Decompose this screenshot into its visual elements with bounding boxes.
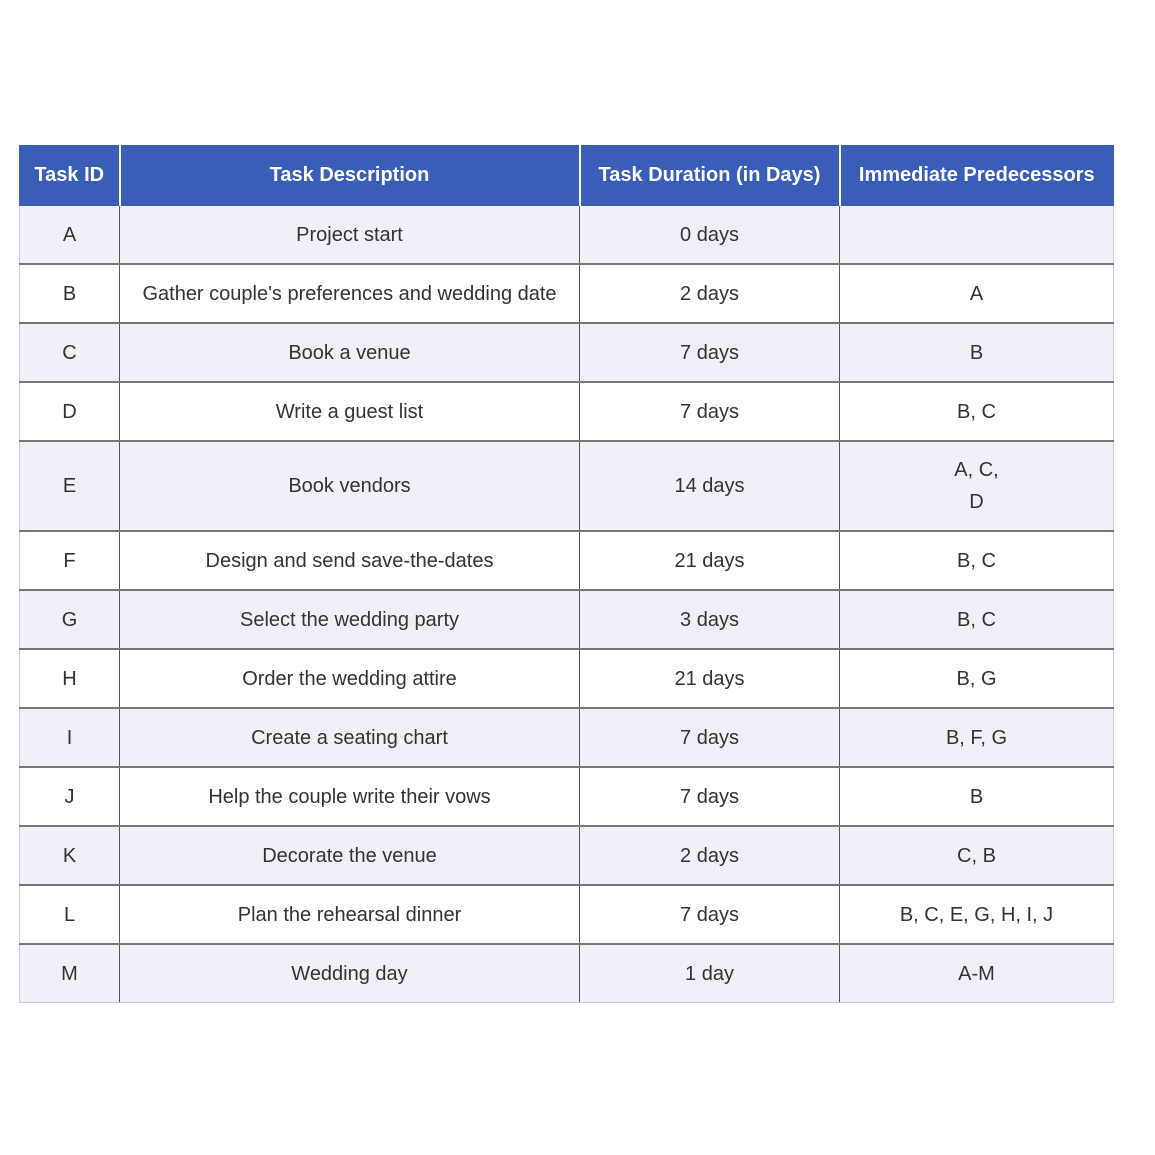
task-description-cell: Gather couple's preferences and wedding date: [120, 264, 580, 323]
task-id-cell: K: [20, 826, 120, 885]
table-header: [20, 146, 1114, 206]
task-duration-cell: 21 days: [580, 649, 840, 708]
task-duration-cell: 2 days: [580, 826, 840, 885]
table-row: [20, 649, 1114, 708]
task-description-cell: Wedding day: [120, 944, 580, 1003]
task-duration-cell: 3 days: [580, 590, 840, 649]
task-id-cell: F: [20, 531, 120, 590]
task-description-cell: Decorate the venue: [120, 826, 580, 885]
task-description-cell: Plan the rehearsal dinner: [120, 885, 580, 944]
task-description-cell: Create a seating chart: [120, 708, 580, 767]
task-id-cell: I: [20, 708, 120, 767]
task-predecessors-cell: B, G: [840, 649, 1114, 708]
header-task-duration: Task Duration (in Days): [580, 146, 840, 206]
task-duration-cell: 7 days: [580, 885, 840, 944]
task-duration-cell: 1 day: [580, 944, 840, 1003]
task-description-cell: Write a guest list: [120, 382, 580, 441]
task-predecessors-cell: B, C: [840, 590, 1114, 649]
table-row: [20, 944, 1114, 1003]
task-id-cell: D: [20, 382, 120, 441]
task-predecessors-cell: C, B: [840, 826, 1114, 885]
task-duration-cell: 7 days: [580, 708, 840, 767]
task-table: [19, 145, 1114, 1003]
task-id-cell: M: [20, 944, 120, 1003]
task-description-cell: Design and send save-the-dates: [120, 531, 580, 590]
task-duration-cell: 7 days: [580, 767, 840, 826]
table-row: [20, 441, 1114, 531]
table-row: [20, 826, 1114, 885]
task-predecessors-cell: [840, 206, 1114, 265]
task-duration-cell: 7 days: [580, 323, 840, 382]
header-task-description: Task Description: [120, 146, 580, 206]
table-row: [20, 323, 1114, 382]
task-duration-cell: 0 days: [580, 206, 840, 265]
header-task-id: Task ID: [20, 146, 120, 206]
task-predecessors-cell: B, F, G: [840, 708, 1114, 767]
table-row: [20, 531, 1114, 590]
task-predecessors-cell: B: [840, 323, 1114, 382]
task-description-cell: Order the wedding attire: [120, 649, 580, 708]
task-description-cell: Project start: [120, 206, 580, 265]
task-table-container: [19, 145, 1113, 1003]
task-duration-cell: 2 days: [580, 264, 840, 323]
table-row: [20, 885, 1114, 944]
task-id-cell: C: [20, 323, 120, 382]
table-body: [20, 206, 1114, 1003]
task-id-cell: G: [20, 590, 120, 649]
task-predecessors-cell: B, C, E, G, H, I, J: [840, 885, 1114, 944]
task-id-cell: E: [20, 441, 120, 531]
table-row: [20, 590, 1114, 649]
task-id-cell: B: [20, 264, 120, 323]
task-id-cell: H: [20, 649, 120, 708]
task-id-cell: A: [20, 206, 120, 265]
task-predecessors-cell: A-M: [840, 944, 1114, 1003]
task-duration-cell: 21 days: [580, 531, 840, 590]
task-duration-cell: 14 days: [580, 441, 840, 531]
task-predecessors-cell: B: [840, 767, 1114, 826]
task-predecessors-cell: [840, 441, 1114, 531]
table-row: [20, 206, 1114, 265]
task-description-cell: Help the couple write their vows: [120, 767, 580, 826]
task-predecessors-cell: B, C: [840, 382, 1114, 441]
task-predecessors-cell: B, C: [840, 531, 1114, 590]
table-row: [20, 382, 1114, 441]
task-description-cell: Book a venue: [120, 323, 580, 382]
task-predecessors-cell: A: [840, 264, 1114, 323]
table-row: [20, 767, 1114, 826]
task-description-cell: Book vendors: [120, 441, 580, 531]
table-row: [20, 708, 1114, 767]
predecessors-text: A, C, D: [954, 459, 999, 513]
header-row: [20, 146, 1114, 206]
task-duration-cell: 7 days: [580, 382, 840, 441]
header-immediate-predecessors: Immediate Predecessors: [840, 146, 1114, 206]
task-id-cell: J: [20, 767, 120, 826]
task-description-cell: Select the wedding party: [120, 590, 580, 649]
table-row: [20, 264, 1114, 323]
task-id-cell: L: [20, 885, 120, 944]
